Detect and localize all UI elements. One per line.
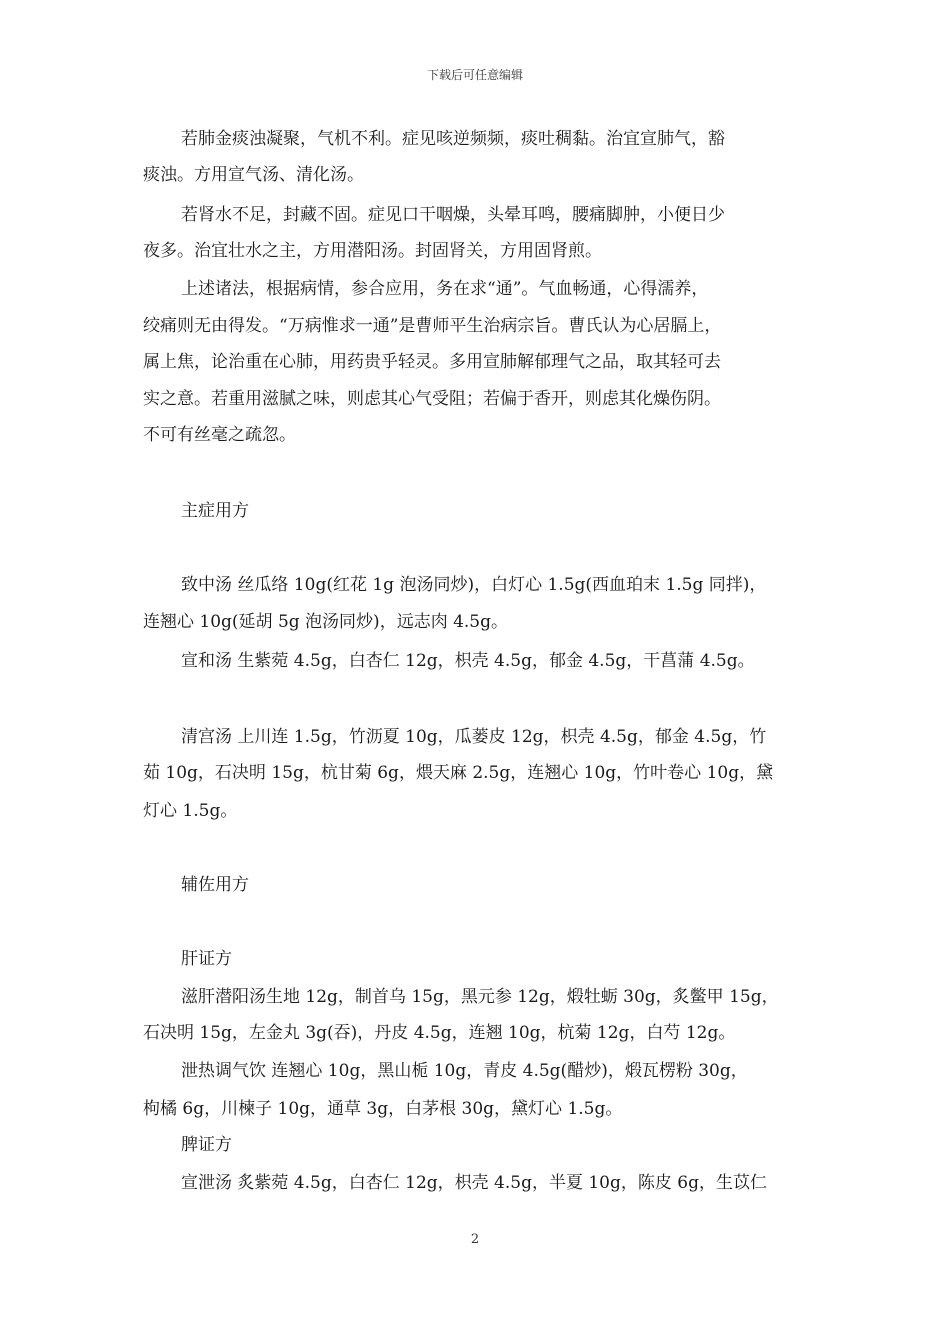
paragraph-line: 石决明 15g，左金丸 3g(吞)，丹皮 4.5g，连翘 10g，杭菊 12g，白芍 12g。 [143, 1023, 736, 1043]
paragraph-line: 灯心 1.5g。 [143, 801, 238, 821]
paragraph-line: 若肾水不足，封藏不固。症见口干咽燥，头晕耳鸣，腰痛脚肿，小便日少 [181, 205, 725, 225]
paragraph-line: 宣和汤 生紫菀 4.5g，白杏仁 12g，枳壳 4.5g，郁金 4.5g，干菖蒲 4.5g。 [181, 651, 755, 671]
paragraph-line: 清宫汤 上川连 1.5g，竹沥夏 10g，瓜蒌皮 12g，枳壳 4.5g，郁金 4.5g，竹 [181, 727, 767, 747]
paragraph-line: 痰浊。方用宣气汤、清化汤。 [143, 165, 364, 185]
paragraph-line: 泄热调气饮 连翘心 10g，黑山栀 10g，青皮 4.5g(醋炒)，煅瓦楞粉 30g， [181, 1061, 748, 1081]
section-heading: 主症用方 [181, 501, 249, 521]
paragraph-line: 滋肝潜阳汤生地 12g，制首乌 15g，黑元参 12g，煅牡蛎 30g，炙鳖甲 15g， [181, 987, 779, 1007]
page-number: 2 [470, 1232, 480, 1247]
paragraph-line: 宣泄汤 炙紫菀 4.5g，白杏仁 12g，枳壳 4.5g，半夏 10g，陈皮 6g，生苡仁 [181, 1173, 767, 1193]
sub-heading: 脾证方 [181, 1135, 232, 1155]
paragraph-line: 枸橘 6g，川楝子 10g，通草 3g，白茅根 30g，黛灯心 1.5g。 [143, 1099, 623, 1119]
paragraph-line: 属上焦，论治重在心肺，用药贵乎轻灵。多用宣肺解郁理气之品，取其轻可去 [143, 352, 721, 372]
paragraph-line: 若肺金痰浊凝聚，气机不利。症见咳逆频频，痰吐稠黏。治宜宣肺气，豁 [181, 129, 725, 149]
paragraph-line: 茹 10g，石决明 15g，杭甘菊 6g，煨天麻 2.5g，连翘心 10g，竹叶卷心 10g，黛 [143, 763, 774, 783]
paragraph-line: 连翘心 10g(延胡 5g 泡汤同炒)，远志肉 4.5g。 [143, 612, 509, 632]
paragraph-line: 绞痛则无由得发。“万病惟求一通”是曹师平生治病宗旨。曹氏认为心居膈上， [143, 316, 722, 336]
page-header: 下载后可任意编辑 [426, 68, 523, 82]
paragraph-line: 不可有丝毫之疏忽。 [143, 425, 296, 445]
paragraph-line: 上述诸法，根据病情，参合应用，务在求“通”。气血畅通，心得濡养， [181, 279, 709, 299]
paragraph-line: 夜多。治宜壮水之主，方用潜阳汤。封固肾关，方用固肾煎。 [143, 241, 602, 261]
sub-heading: 肝证方 [181, 949, 232, 969]
paragraph-line: 实之意。若重用滋腻之味，则虑其心气受阻；若偏于香开，则虑其化燥伤阴。 [143, 389, 721, 409]
paragraph-line: 致中汤 丝瓜络 10g(红花 1g 泡汤同炒)，白灯心 1.5g(西血珀末 1.5g 同拌)， [181, 575, 767, 595]
section-heading: 辅佐用方 [181, 875, 249, 895]
